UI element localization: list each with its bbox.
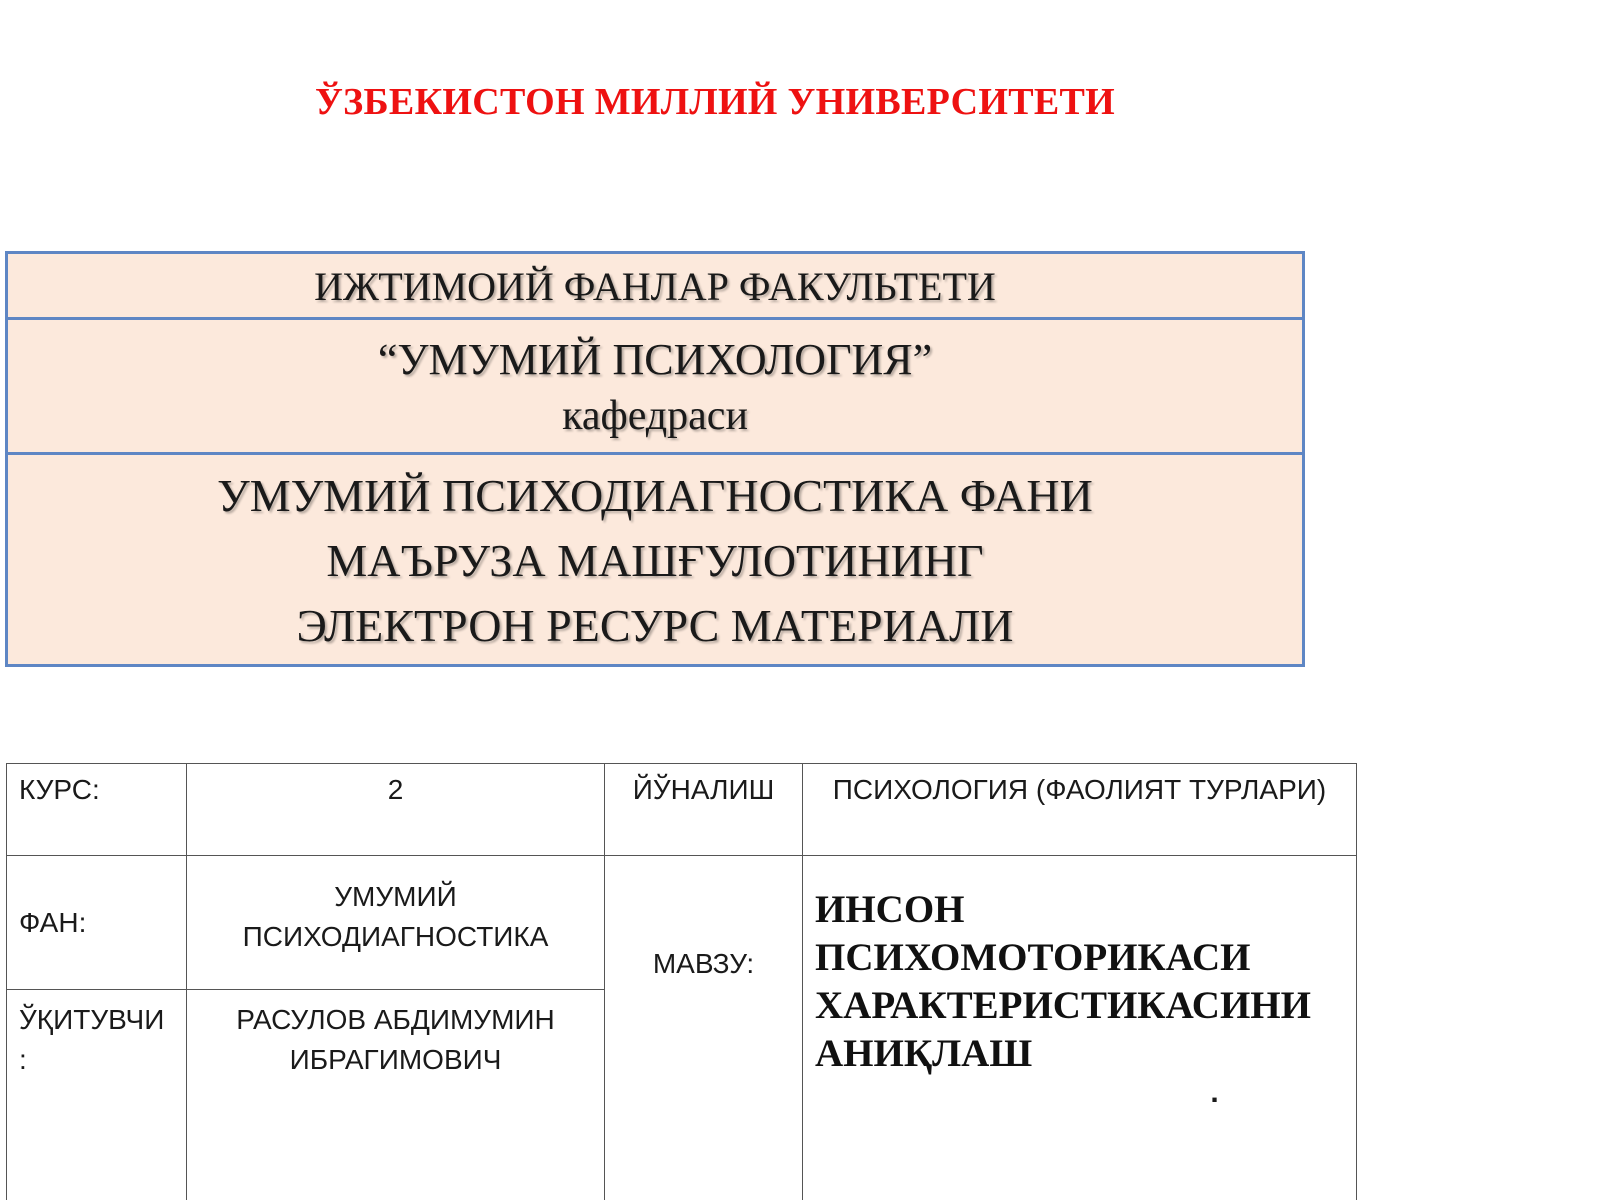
topic-line-2: ПСИХОМОТОРИКАСИ (815, 936, 1251, 979)
course-label: КУРС: (7, 764, 187, 856)
topic-title (815, 886, 1344, 1078)
topic-line-1: ИНСОН (815, 888, 965, 931)
direction-label: ЙЎНАЛИШ (605, 764, 803, 856)
subject-value-line-2: ПСИХОДИАГНОСТИКА (242, 920, 549, 952)
teacher-label (7, 990, 187, 1200)
info-table (6, 763, 1357, 1200)
teacher-value-line-2: ИБРАГИМОВИЧ (289, 1044, 502, 1075)
topic-label-text: МАВЗУ: (652, 948, 755, 979)
subject-line-3: ЭЛЕКТРОН РЕСУРС МАТЕРИАЛИ (296, 600, 1014, 651)
department-row (8, 320, 1302, 455)
direction-value: ПСИХОЛОГИЯ (ФАОЛИЯТ ТУРЛАРИ) (803, 764, 1357, 856)
topic-dot: . (1210, 1076, 1219, 1109)
topic-line-4: АНИҚЛАШ (815, 1032, 1033, 1075)
topic-line-3: ХАРАКТЕРИСТИКАСИНИ (815, 984, 1311, 1027)
subject-label: ФАН: (7, 856, 187, 990)
teacher-value (187, 990, 605, 1200)
university-title: ЎЗБЕКИСТОН МИЛЛИЙ УНИВЕРСИТЕТИ (314, 81, 1116, 123)
header-box (5, 251, 1305, 667)
department-name: “УМУМИЙ ПСИХОЛОГИЯ” (377, 335, 933, 384)
subject-row (8, 455, 1302, 667)
teacher-label-line-1: ЎҚИТУВЧИ (19, 1004, 165, 1035)
department-suffix: кафедраси (562, 393, 748, 439)
subject-value-line-1: УМУМИЙ (334, 880, 457, 912)
teacher-label-line-2: : (19, 1044, 27, 1075)
faculty-row (8, 254, 1302, 320)
subject-line-1: УМУМИЙ ПСИХОДИАГНОСТИКА ФАНИ (217, 470, 1093, 521)
course-value: 2 (187, 764, 605, 856)
teacher-value-line-1: РАСУЛОВ АБДИМУМИН (236, 1004, 555, 1035)
faculty-name: ИЖТИМОИЙ ФАНЛАР ФАКУЛЬТЕТИ (314, 264, 996, 309)
topic-label (605, 856, 803, 1200)
subject-value (187, 856, 605, 990)
table-row (7, 856, 1357, 990)
table-row (7, 764, 1357, 856)
subject-line-2: МАЪРУЗА МАШҒУЛОТИНИНГ (326, 535, 984, 586)
topic-value (803, 856, 1357, 1200)
